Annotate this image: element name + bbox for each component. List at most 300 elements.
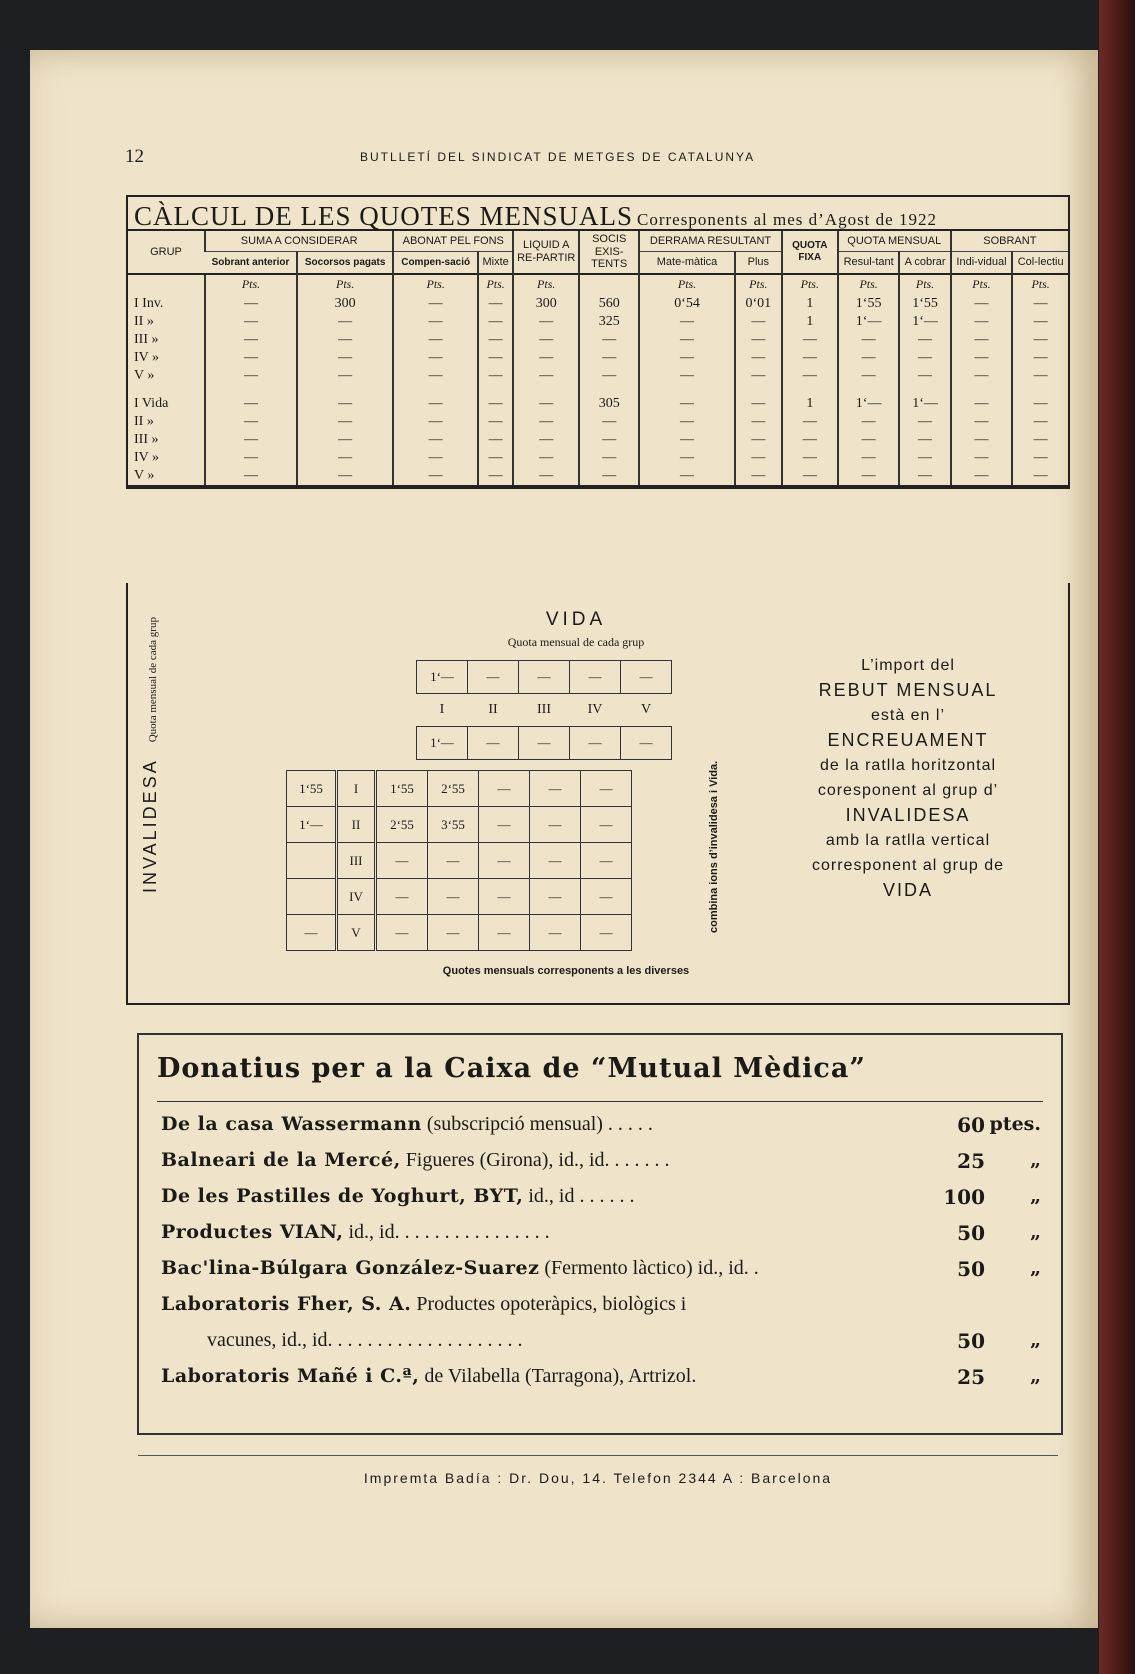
value-cell: — [838, 413, 900, 431]
col-derrama: DERRAMA RESULTANT [639, 231, 782, 252]
value-cell: — [478, 467, 513, 486]
grup-cell: III » [134, 331, 159, 347]
value-cell: 1‘55 [838, 295, 900, 313]
donation-amount: 60 [957, 1113, 985, 1137]
value-cell: — [782, 331, 838, 349]
donation-detail: de Vilabella (Tarragona), Artrizol. [424, 1365, 697, 1387]
vida-top-value: — [621, 727, 672, 760]
explain-line: coresponent al grup d’ [817, 782, 999, 799]
value-cell: — [205, 295, 297, 313]
combination-cell: — [479, 879, 530, 915]
value-cell: 305 [579, 395, 639, 413]
value-cell: — [513, 431, 579, 449]
explanation-text [783, 653, 1033, 903]
donation-detail: id., id. . . . . . . . . . . . . . . . [348, 1221, 550, 1243]
explain-line: REBUT MENSUAL [818, 680, 998, 700]
value-cell: — [393, 349, 478, 367]
table-title [128, 197, 1068, 231]
donation-unit: ptes. [989, 1113, 1041, 1135]
value-cell: — [735, 313, 782, 331]
value-cell: — [639, 395, 735, 413]
donation-detail: Productes opoteràpics, biològics i [416, 1293, 687, 1315]
donation-item [161, 1149, 1041, 1185]
value-cell: — [838, 449, 900, 467]
value-cell: — [513, 413, 579, 431]
vida-top-value: — [468, 727, 519, 760]
value-cell: — [393, 367, 478, 385]
value-cell: — [899, 467, 950, 486]
unit-cell [579, 274, 639, 295]
donation-unit: „ [1030, 1221, 1041, 1243]
value-cell: — [782, 349, 838, 367]
grup-cell: I Vida [134, 395, 169, 411]
donor-name: De les Pastilles de Yoghurt, BYT, [161, 1185, 524, 1207]
invalidesa-quota [287, 843, 337, 879]
table-row [128, 367, 1068, 385]
value-cell: — [838, 431, 900, 449]
value-cell: — [579, 431, 639, 449]
donation-item [161, 1365, 1041, 1401]
invalidesa-vertical-label [140, 617, 161, 893]
invalidesa-quota: 1‘— [287, 807, 337, 843]
col-matematica: Mate-màtica [639, 252, 735, 274]
donor-name: Productes VIAN, [161, 1221, 344, 1243]
table-row [128, 331, 1068, 349]
value-cell: — [297, 349, 393, 367]
value-cell: — [735, 395, 782, 413]
combination-cell: — [530, 843, 581, 879]
donation-detail: id., id . . . . . . [528, 1185, 635, 1207]
combination-cell: — [428, 915, 479, 951]
spacer-cell [838, 385, 900, 395]
value-cell: — [1012, 331, 1068, 349]
spacer-cell [579, 385, 639, 395]
vida-subtitle: Quota mensual de cada grup [507, 635, 645, 649]
combination-cell: — [581, 807, 632, 843]
value-cell: — [639, 449, 735, 467]
explain-line: de la ratlla horitzontal [819, 757, 997, 774]
donation-item [161, 1113, 1041, 1149]
value-cell: 1‘— [838, 395, 900, 413]
value-cell: — [205, 395, 297, 413]
vida-top-value: — [468, 661, 519, 694]
value-cell: — [478, 313, 513, 331]
combination-cell: — [479, 843, 530, 879]
value-cell: 0‘01 [735, 295, 782, 313]
value-cell: — [838, 367, 900, 385]
unit-row [128, 274, 1068, 295]
value-cell: — [393, 467, 478, 486]
col-sobrant: SOBRANT [951, 231, 1068, 252]
donation-detail: Figueres (Girona), id., id. . . . . . . [405, 1149, 670, 1171]
col-socis: SOCIS EXIS-TENTS [579, 231, 639, 274]
value-cell: — [639, 431, 735, 449]
value-cell: — [951, 349, 1013, 367]
vida-group-label: IV [587, 702, 603, 717]
donation-amount: 25 [957, 1365, 985, 1389]
value-cell: — [513, 313, 579, 331]
spacer-cell [1012, 385, 1068, 395]
unit-cell: Pts. [838, 274, 900, 295]
value-cell: — [205, 349, 297, 367]
value-cell: — [782, 467, 838, 486]
value-cell: — [393, 295, 478, 313]
spacer-row [128, 385, 1068, 395]
donor-name: Bac'lina-Búlgara González-Suarez [161, 1257, 540, 1279]
value-cell: — [735, 467, 782, 486]
table-title-sub: Corresponents al mes d’Agost de 1922 [637, 210, 937, 229]
grid-bottom-note: Quotes mensuals corresponents a les diverses [442, 965, 690, 977]
value-cell: — [782, 431, 838, 449]
donation-unit: „ [1030, 1185, 1041, 1207]
unit-cell: Pts. [1012, 274, 1068, 295]
value-cell: — [297, 313, 393, 331]
value-cell: — [838, 331, 900, 349]
invalidesa-quota [287, 879, 337, 915]
invalidesa-quota: — [287, 915, 337, 951]
value-cell: — [838, 349, 900, 367]
value-cell: — [513, 367, 579, 385]
col-socorsos-pagats: Socorsos pagats [297, 252, 393, 274]
value-cell: — [782, 367, 838, 385]
grup-cell: III » [134, 431, 159, 447]
value-cell: — [579, 449, 639, 467]
value-cell: — [951, 395, 1013, 413]
unit-cell: Pts. [782, 274, 838, 295]
value-cell: — [393, 413, 478, 431]
value-cell: — [735, 431, 782, 449]
combination-cell: — [376, 843, 428, 879]
donatius-box [137, 1033, 1063, 1435]
unit-cell [128, 274, 205, 295]
table-row [128, 431, 1068, 449]
vida-title: VIDA [545, 609, 607, 630]
spacer-cell [205, 385, 297, 395]
col-sobrant-anterior: Sobrant anterior [205, 252, 297, 274]
value-cell: — [1012, 367, 1068, 385]
donation-unit: „ [1030, 1149, 1041, 1171]
table-row [128, 313, 1068, 331]
value-cell: 1‘— [899, 395, 950, 413]
combination-cell: 1‘55 [376, 771, 428, 807]
value-cell: — [513, 349, 579, 367]
value-cell: — [899, 413, 950, 431]
combination-cell: — [428, 879, 479, 915]
value-cell: — [478, 431, 513, 449]
combination-grid [286, 770, 632, 951]
value-cell: 325 [579, 313, 639, 331]
explain-line: INVALIDESA [845, 805, 971, 825]
combination-cell: — [479, 915, 530, 951]
invalidesa-group-label: III [337, 843, 376, 879]
combination-cell: — [479, 771, 530, 807]
donation-amount: 50 [957, 1257, 985, 1281]
col-abonat: ABONAT PEL FONS [393, 231, 513, 252]
invalidesa-group-label: II [337, 807, 376, 843]
value-cell: — [205, 331, 297, 349]
value-cell: — [1012, 431, 1068, 449]
col-grup: GRUP [150, 245, 182, 258]
value-cell: — [478, 413, 513, 431]
value-cell: — [205, 313, 297, 331]
donor-name: Laboratoris Fher, S. A. [161, 1293, 412, 1315]
donatius-list [161, 1113, 1041, 1401]
value-cell: — [899, 349, 950, 367]
grup-cell: V » [128, 467, 205, 486]
donation-amount: 50 [957, 1221, 985, 1245]
value-cell: 1 [782, 395, 838, 413]
vida-group-label: III [537, 702, 551, 717]
value-cell: — [951, 467, 1013, 486]
value-cell: 0‘54 [639, 295, 735, 313]
grid-row [287, 879, 632, 915]
value-cell: — [782, 449, 838, 467]
explain-line: VIDA [882, 880, 933, 900]
explain-line: està en l’ [870, 707, 946, 724]
value-cell: — [297, 413, 393, 431]
value-cell: — [205, 431, 297, 449]
value-cell: — [639, 413, 735, 431]
page-number: 12 [125, 146, 144, 167]
donor-name: Balneari de la Mercé, [161, 1149, 401, 1171]
value-cell: — [478, 295, 513, 313]
vida-top-value: 1‘— [417, 661, 468, 694]
vida-top-value: — [519, 727, 570, 760]
value-cell: — [478, 331, 513, 349]
value-cell: — [205, 449, 297, 467]
value-cell: — [478, 367, 513, 385]
combination-cell: — [479, 807, 530, 843]
col-plus: Plus [735, 252, 782, 274]
spacer-cell [513, 385, 579, 395]
donor-name: De la casa Wassermann [161, 1113, 422, 1135]
donatius-title: Donatius per a la Caixa de “Mutual Mèdica” [157, 1053, 866, 1084]
value-cell: — [1012, 349, 1068, 367]
unit-cell: Pts. [393, 274, 478, 295]
value-cell: — [513, 467, 579, 486]
spacer-cell [951, 385, 1013, 395]
value-cell: — [951, 367, 1013, 385]
value-cell: — [393, 313, 478, 331]
value-cell: — [735, 413, 782, 431]
combination-cell: — [376, 879, 428, 915]
table-row [128, 349, 1068, 367]
printer-imprint: Impremta Badía : Dr. Dou, 14. Telefon 2344 A : Barcelona [363, 1470, 833, 1486]
value-cell: — [393, 395, 478, 413]
donation-unit: „ [1030, 1257, 1041, 1279]
value-cell: — [297, 395, 393, 413]
spacer-cell [639, 385, 735, 395]
spacer-cell [899, 385, 950, 395]
document-page [30, 50, 1098, 1628]
value-cell: — [393, 449, 478, 467]
col-resultant: Resul-tant [838, 252, 900, 274]
value-cell: 300 [297, 295, 393, 313]
value-cell: 300 [513, 295, 579, 313]
value-cell: — [951, 313, 1013, 331]
value-cell: — [639, 313, 735, 331]
col-individual: Indi-vidual [951, 252, 1013, 274]
value-cell: — [639, 349, 735, 367]
table-row [128, 295, 1068, 313]
vida-group-label: II [488, 702, 498, 717]
value-cell: 1 [782, 295, 838, 313]
value-cell: — [478, 349, 513, 367]
value-cell: — [478, 449, 513, 467]
combination-cell: — [530, 807, 581, 843]
value-cell: — [838, 467, 900, 486]
col-quota-fixa: QUOTA FIXA [782, 231, 838, 274]
value-cell: — [297, 367, 393, 385]
donation-detail: (Fermento làctico) id., id. . [544, 1257, 759, 1279]
value-cell: — [579, 349, 639, 367]
table-row [128, 449, 1068, 467]
value-cell: 1‘— [838, 313, 900, 331]
value-cell: — [513, 395, 579, 413]
value-cell: — [297, 331, 393, 349]
value-cell: — [205, 413, 297, 431]
value-cell: — [899, 331, 950, 349]
combination-cell: 2‘55 [428, 771, 479, 807]
value-cell: — [297, 449, 393, 467]
value-cell: — [899, 431, 950, 449]
combination-cell: — [581, 771, 632, 807]
grid-row [287, 771, 632, 807]
unit-cell: Pts. [513, 274, 579, 295]
value-cell: — [1012, 449, 1068, 467]
donation-item [161, 1329, 1041, 1365]
combination-cell: — [376, 915, 428, 951]
table-row [128, 395, 1068, 413]
running-title: BUTLLETÍ DEL SINDICAT DE METGES DE CATALUNYA [360, 150, 756, 164]
value-cell: — [951, 413, 1013, 431]
vida-top-value: — [570, 727, 621, 760]
combination-cell: 2‘55 [376, 807, 428, 843]
value-cell: — [393, 331, 478, 349]
col-mixte: Mixte [478, 252, 513, 274]
unit-cell: Pts. [899, 274, 950, 295]
book-spine [1099, 0, 1135, 1674]
col-suma: SUMA A CONSIDERAR [205, 231, 393, 252]
spacer-cell [478, 385, 513, 395]
table-row [128, 467, 1068, 486]
invalidesa-group-label: I [337, 771, 376, 807]
unit-cell: Pts. [297, 274, 393, 295]
value-cell: — [899, 449, 950, 467]
invalidesa-subtitle: Quota mensual de cada grup [147, 617, 159, 743]
value-cell: — [951, 431, 1013, 449]
donation-amount: 100 [943, 1185, 985, 1209]
explain-line: corresponent al grup de [812, 857, 1004, 874]
side-note: combina ions d’invalidesa i Vida. [708, 760, 720, 933]
spacer-cell [393, 385, 478, 395]
grup-cell: IV » [134, 349, 160, 365]
value-cell: — [513, 449, 579, 467]
explain-line: L’import del [861, 657, 955, 674]
value-cell: — [639, 367, 735, 385]
value-cell: — [1012, 467, 1068, 486]
spacer-cell [128, 385, 205, 395]
value-cell: — [1012, 295, 1068, 313]
table-row [128, 413, 1068, 431]
vida-top-value: — [519, 661, 570, 694]
value-cell: — [951, 449, 1013, 467]
value-cell: — [393, 431, 478, 449]
value-cell: — [782, 413, 838, 431]
vida-top-value: — [621, 661, 672, 694]
spacer-cell [735, 385, 782, 395]
grid-row [287, 843, 632, 879]
col-liquid: LIQUID A RE-PARTIR [513, 231, 579, 274]
unit-cell: Pts. [639, 274, 735, 295]
vida-top-value: 1‘— [417, 727, 468, 760]
value-cell: — [735, 331, 782, 349]
value-cell: — [513, 331, 579, 349]
value-cell: — [205, 467, 297, 486]
donatius-divider [157, 1101, 1043, 1102]
unit-cell: Pts. [478, 274, 513, 295]
col-collectiu: Col-lectiu [1012, 252, 1068, 274]
invalidesa-group-label: V [337, 915, 376, 951]
donation-item [161, 1221, 1041, 1257]
value-cell: — [951, 331, 1013, 349]
spacer-cell [782, 385, 838, 395]
quota-calculation-table [126, 195, 1070, 489]
value-cell: — [579, 331, 639, 349]
value-cell: — [951, 295, 1013, 313]
grup-cell: II » [134, 413, 154, 429]
vida-invalidesa-section [126, 583, 1070, 1005]
combination-cell: — [530, 771, 581, 807]
value-cell: — [579, 467, 639, 486]
spacer-cell [297, 385, 393, 395]
donation-amount: 50 [957, 1329, 985, 1353]
donation-item [161, 1293, 1041, 1329]
value-cell: — [1012, 395, 1068, 413]
value-cell: — [735, 367, 782, 385]
donation-unit: „ [1030, 1329, 1041, 1351]
combination-grid-body [287, 771, 632, 951]
donation-detail: vacunes, id., id. . . . . . . . . . . . . . . . . . . . [207, 1329, 523, 1351]
value-cell: — [478, 395, 513, 413]
donation-item [161, 1185, 1041, 1221]
value-cell: 560 [579, 295, 639, 313]
value-cell: — [297, 467, 393, 486]
grup-cell: II » [134, 313, 154, 329]
value-cell: — [1012, 313, 1068, 331]
quota-table-body [128, 274, 1068, 486]
donation-item [161, 1257, 1041, 1293]
value-cell: — [579, 413, 639, 431]
invalidesa-group-label: IV [337, 879, 376, 915]
combination-cell: — [581, 879, 632, 915]
value-cell: — [1012, 413, 1068, 431]
unit-cell: Pts. [951, 274, 1013, 295]
unit-cell: Pts. [205, 274, 297, 295]
col-compensacio: Compen-sació [393, 252, 478, 274]
col-a-cobrar: A cobrar [899, 252, 950, 274]
quota-table [128, 231, 1068, 487]
value-cell: 1 [782, 313, 838, 331]
value-cell: — [735, 349, 782, 367]
value-cell: — [205, 367, 297, 385]
unit-cell: Pts. [735, 274, 782, 295]
vida-top-value: — [570, 661, 621, 694]
invalidesa-quota: 1‘55 [287, 771, 337, 807]
value-cell: 1‘55 [899, 295, 950, 313]
explain-line: amb la ratlla vertical [825, 832, 991, 849]
combination-cell: — [530, 915, 581, 951]
